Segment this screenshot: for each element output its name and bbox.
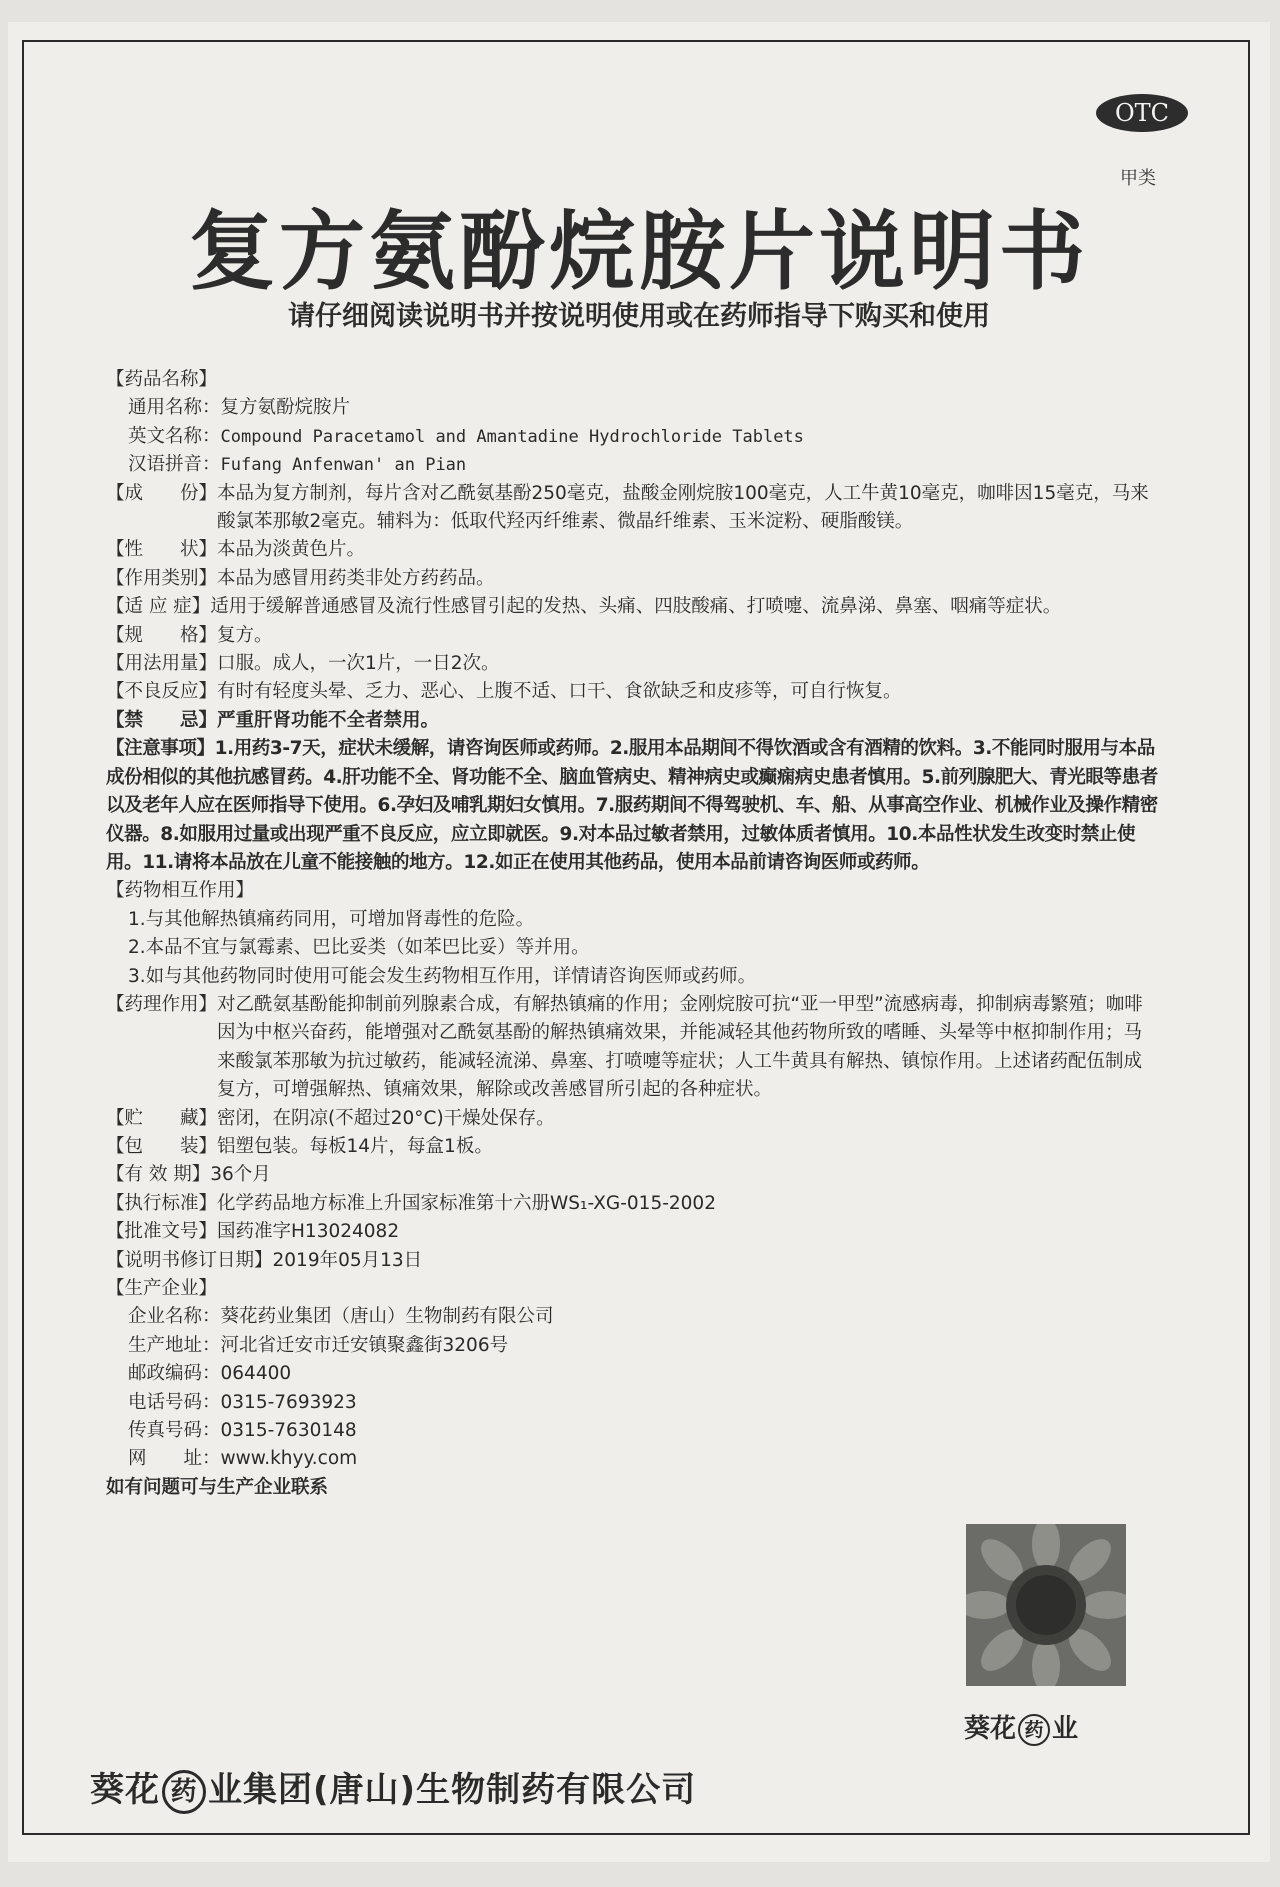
interaction-item: 3.如与其他药物同时使用可能会发生药物相互作用，详情请咨询医师或药师。 [128, 965, 757, 987]
otc-class-label: 甲类 [1120, 168, 1156, 189]
character-label: 【性 状】 [106, 539, 218, 561]
storage-row [106, 1105, 1160, 1133]
contraindications-row [106, 707, 1160, 735]
character-row [106, 536, 1160, 564]
contraindications-label: 【禁 忌】 [106, 709, 218, 731]
revision-label: 【说明书修订日期】 [106, 1249, 273, 1271]
standard-label: 【执行标准】 [106, 1192, 218, 1214]
contact-note: 如有问题可与生产企业联系 [106, 1476, 329, 1498]
website-label: 网 址： [128, 1448, 221, 1470]
composition-row [106, 480, 1160, 537]
composition-label: 【成 份】 [106, 482, 218, 504]
company-name-value: 葵花药业集团（唐山）生物制药有限公司 [220, 1306, 554, 1328]
pharmacology-label: 【药理作用】 [106, 993, 218, 1015]
fax-row [106, 1417, 1160, 1445]
document-title: 复方氨酚烷胺片说明书 [189, 202, 1089, 302]
pharmacology-row [106, 991, 1160, 1105]
brand-logo [964, 1708, 1078, 1746]
dosage-text: 口服。成人，一次1片，一日2次。 [217, 653, 500, 675]
validity-text: 36个月 [210, 1164, 271, 1186]
interaction-item: 1.与其他解热镇痛药同用，可增加肾毒性的危险。 [128, 908, 535, 930]
approval-text: 国药准字H13024082 [217, 1221, 400, 1243]
storage-text: 密闭，在阴凉(不超过20°C)干燥处保存。 [217, 1107, 555, 1129]
leaflet-sheet [8, 22, 1270, 1862]
postcode-row [106, 1360, 1160, 1388]
brand-seal-icon: 药 [1018, 1714, 1050, 1746]
english-name-label: 英文名称： [128, 425, 221, 447]
generic-name-row [106, 394, 1160, 422]
dosage-row [106, 650, 1160, 678]
sunflower-logo-image [966, 1524, 1126, 1686]
interactions-header: 【药物相互作用】 [106, 880, 255, 902]
dosage-label: 【用法用量】 [106, 653, 218, 675]
english-name-value: Compound Paracetamol and Amantadine Hydrochloride Tablets [220, 426, 804, 447]
otc-badge: OTC [1096, 94, 1188, 132]
footer-right: 业集团(唐山)生物制药有限公司 [208, 1770, 697, 1810]
package-row [106, 1133, 1160, 1161]
pinyin-row [106, 451, 1160, 479]
precautions-text: 1.用药3-7天，症状未缓解，请咨询医师或药师。2.服用本品期间不得饮酒或含有酒精的饮料。3.不能同时服用与本品成份相似的其他抗感冒药。4.肝功能不全、肾功能不全、脑血管病史、精神病史或癫痫病史患者慎用。5.前列腺肥大、青光眼等患者以及老年人应在医师指导下使用。6.孕妇及哺乳期妇女慎用。7.服药期间不得驾驶机、车、船、从事高空作业、机械作业及操作精密仪器。8.如服用过量或出现严重不良反应，应立即就医。9.对本品过敏者禁用，过敏体质者慎用。10.本品性状发生改变时禁止使用。11.请将本品放在儿童不能接触的地方。12.如正在使用其他药品，使用本品前请咨询医师或药师。 [106, 738, 1158, 873]
approval-label: 【批准文号】 [106, 1221, 218, 1243]
postcode-label: 邮政编码： [128, 1363, 221, 1385]
address-label: 生产地址： [128, 1334, 221, 1356]
adverse-text: 有时有轻度头晕、乏力、恶心、上腹不适、口干、食欲缺乏和皮疹等，可自行恢复。 [217, 681, 902, 703]
sunflower-icon [966, 1524, 1126, 1686]
indications-row [106, 593, 1160, 621]
address-row [106, 1332, 1160, 1360]
category-row [106, 565, 1160, 593]
category-label: 【作用类别】 [106, 567, 218, 589]
phone-label: 电话号码： [128, 1391, 221, 1413]
specification-label: 【规 格】 [106, 624, 218, 646]
pinyin-value: Fufang Anfenwan' an Pian [220, 455, 467, 476]
category-text: 本品为感冒用药类非处方药药品。 [217, 567, 495, 589]
validity-row [106, 1161, 1160, 1189]
brand-logo-left: 葵花 [964, 1714, 1017, 1744]
package-text: 铝塑包装。每板14片，每盒1板。 [217, 1135, 493, 1157]
standard-row [106, 1190, 1160, 1218]
manufacturer-header: 【生产企业】 [106, 1278, 218, 1299]
adverse-label: 【不良反应】 [106, 681, 218, 703]
revision-text: 2019年05月13日 [272, 1249, 423, 1271]
website-value: www.khyy.com [220, 1448, 358, 1470]
revision-row [106, 1247, 1160, 1275]
footer-left: 葵花 [90, 1770, 160, 1810]
generic-name-label: 通用名称： [128, 397, 221, 419]
composition-text: 本品为复方制剂，每片含对乙酰氨基酚250毫克，盐酸金刚烷胺100毫克，人工牛黄10毫克，咖啡因15毫克，马来酸氯苯那敏2毫克。辅料为：低取代羟丙纤维素、微晶纤维素、玉米淀粉、硬脂酸镁。 [217, 482, 1149, 533]
address-value: 河北省迁安市迁安镇聚鑫街3206号 [220, 1334, 509, 1356]
package-label: 【包 装】 [106, 1135, 218, 1157]
postcode-value: 064400 [220, 1363, 292, 1385]
fax-value: 0315-7630148 [220, 1420, 357, 1442]
approval-row [106, 1218, 1160, 1246]
precautions-label: 【注意事项】 [106, 738, 215, 760]
indications-text: 适用于缓解普通感冒及流行性感冒引起的发热、头痛、四肢酸痛、打喷嚏、流鼻涕、鼻塞、咽痛等症状。 [210, 596, 1062, 618]
company-name-label: 企业名称： [128, 1306, 221, 1328]
precautions-block [106, 735, 1160, 877]
drug-name-header: 【药品名称】 [106, 369, 218, 390]
leaflet-body [106, 366, 1160, 1502]
pharmacology-text: 对乙酰氨基酚能抑制前列腺素合成，有解热镇痛的作用；金刚烷胺可抗“亚一甲型”流感病毒，抑制病毒繁殖；咖啡因为中枢兴奋药，能增强对乙酰氨基酚的解热镇痛效果，并能减轻其他药物所致的嗜睡、头晕等中枢抑制作用；马来酸氯苯那敏为抗过敏药，能减轻流涕、鼻塞、打喷嚏等症状；人工牛黄具有解热、镇惊作用。上述诸药配伍制成复方，可增强解热、镇痛效果，解除或改善感冒所引起的各种症状。 [217, 993, 1143, 1101]
brand-logo-right: 业 [1052, 1714, 1079, 1744]
company-name-row [106, 1303, 1160, 1331]
standard-text: 化学药品地方标准上升国家标准第十六册WS₁-XG-015-2002 [217, 1192, 716, 1214]
adverse-row [106, 678, 1160, 706]
indications-label: 【适 应 症】 [106, 596, 211, 618]
document-subtitle: 请仔细阅读说明书并按说明使用或在药师指导下购买和使用 [288, 301, 990, 332]
contraindications-text: 严重肝肾功能不全者禁用。 [217, 709, 440, 731]
phone-value: 0315-7693923 [220, 1391, 357, 1413]
fax-label: 传真号码： [128, 1420, 221, 1442]
generic-name-value: 复方氨酚烷胺片 [220, 397, 351, 419]
company-footer [90, 1762, 696, 1814]
character-text: 本品为淡黄色片。 [217, 539, 366, 561]
footer-seal-icon: 药 [162, 1770, 206, 1814]
validity-label: 【有 效 期】 [106, 1164, 211, 1186]
interaction-item: 2.本品不宜与氯霉素、巴比妥类（如苯巴比妥）等并用。 [128, 937, 590, 959]
specification-text: 复方。 [217, 624, 273, 646]
phone-row [106, 1389, 1160, 1417]
specification-row [106, 622, 1160, 650]
website-row [106, 1445, 1160, 1473]
storage-label: 【贮 藏】 [106, 1107, 218, 1129]
english-name-row [106, 423, 1160, 451]
pinyin-label: 汉语拼音： [128, 454, 221, 476]
